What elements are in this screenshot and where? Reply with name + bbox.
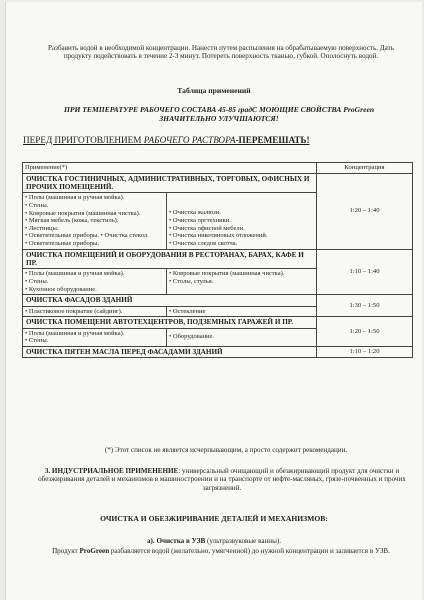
section-items-right: [167, 269, 317, 295]
industrial-heading: 3. ИНДУСТРИАЛЬНОЕ ПРИМЕНЕНИЕ: [44, 467, 179, 475]
intro-paragraph: Разбавить водой в необходимой концентрации. Нанести путем распыления на обрабатываемую поверхность. Дать продукту подействовать в течение 2-3 минут. Потереть поверхность тканью, губкой. Ополоснуть водой.: [48, 44, 394, 61]
list-item: • Пластиковое покрытие (сайдинг).: [25, 307, 123, 315]
list-item: • Стены.: [25, 202, 49, 209]
header-application: Применение(*): [23, 163, 317, 174]
section-concentration: 1:20 – 1:50: [317, 317, 413, 347]
list-item: • Осветительные приборы. • Очистка стекол.: [25, 232, 149, 240]
list-item: • Осветительные приборы.: [25, 239, 100, 247]
ultrasonic-heading-bold: а). Очистка в УЗВ: [147, 537, 206, 545]
list-item: • Очистка никотиновых отложений.: [169, 232, 268, 240]
section-row: [23, 317, 413, 328]
section-title: ОЧИСТКА ПЯТЕН МАСЛА ПЕРЕД ФАСАДАМИ ЗДАНИЙ: [23, 346, 317, 357]
ultrasonic-heading-rest: (ультразвуковые ванны).: [205, 537, 281, 545]
list-item: • Оборудование.: [169, 333, 215, 341]
document-page: [6, 2, 422, 600]
list-item: • Остекление: [169, 307, 206, 315]
section-items-left: [23, 328, 167, 346]
section-items-left: [23, 269, 167, 295]
list-item: • Очистка офисной мебели.: [169, 224, 245, 232]
section-concentration: 1:10 – 1:20: [317, 346, 413, 357]
section-concentration: 1:30 – 1:50: [317, 295, 413, 317]
mix-notice-part-1: ПЕРЕД ПРИГОТОВЛЕНИЕМ: [23, 135, 144, 145]
section-row: [23, 173, 413, 193]
section-row: [23, 346, 413, 357]
list-item: • Стены.: [25, 277, 49, 285]
list-item: • Мягкая мебель (кожа, текстиль).: [25, 217, 119, 225]
table-footnote: (*) Этот список не является исчерпывающим, а просто содержит рекомендации.: [104, 446, 348, 454]
header-concentration: Концентрация: [317, 163, 413, 174]
section-row: [23, 249, 413, 269]
list-item: • Полы (машинная и ручная мойка).: [25, 194, 125, 202]
list-item: • Кухонное оборудование.: [25, 285, 97, 293]
list-item: • Полы (машинная и ручная мойка).: [25, 329, 125, 337]
table-header-row: [23, 163, 413, 174]
mix-notice-part-3: -ПЕРЕМЕШАТЬ!: [235, 135, 310, 145]
mix-before-use-notice: [23, 135, 310, 145]
cleaning-section-title: ОЧИСТКА И ОБЕЗЖИРИВАНИЕ ДЕТАЛЕЙ И МЕХАНИЗМОВ:: [100, 514, 328, 523]
list-item: • Очистка жалюзи.: [169, 209, 221, 217]
section-items-left: [23, 306, 167, 317]
section-items-right: [167, 306, 317, 317]
section-title: ОЧИСТКА ГОСТИНИЧНЫХ, АДМИНИСТРАТИВНЫХ, ТОРГОВЫХ, ОФИСНЫХ И ПРОЧИХ ПОМЕЩЕНИЙ.: [23, 173, 317, 193]
section-title: ОЧИСТКА ПОМЕЩЕНИ АВТОТЕХЦЕНТРОВ, ПОДЗЕМНЫХ ГАРАЖЕЙ И ПР.: [23, 317, 317, 328]
list-item: • Очистка оргтехники.: [169, 217, 231, 224]
industrial-text: : универсальный очищающий и обезжиривающий продукт для очистки и обезжиривания деталей и механизмов в машиностроении и на транспорте от нефте-масляных, грязе-почвенных и прочих загрязнений.: [38, 467, 406, 492]
product-paragraph: [46, 547, 396, 555]
section-title: ОЧИСТКА ПОМЕЩЕНИЙ И ОБОРУДОВАНИЯ В РЕСТОРАНАХ, БАРАХ, КАФЕ И ПР.: [23, 249, 317, 269]
list-item: • Столы, стулья.: [169, 277, 214, 285]
list-item: • Ковровые покрытия (машинная чистка).: [25, 209, 141, 217]
applications-table: [22, 162, 413, 358]
list-item: • Полы (машинная и ручная мойка).: [25, 270, 125, 278]
section-concentration: 1:10 – 1:40: [317, 249, 413, 295]
section-concentration: 1:20 – 1:40: [317, 173, 413, 249]
applications-table-title: Таблица применений: [177, 86, 251, 95]
mix-notice-part-2: РАБОЧЕГО РАСТВОРА: [143, 135, 236, 145]
list-item: • Ковровые покрытия (машинная чистка).: [169, 270, 285, 278]
temperature-notice: ПРИ ТЕМПЕРАТУРЕ РАБОЧЕГО СОСТАВА 45-85 градС МОЮЩИЕ СВОЙСТВА ProGreen ЗНАЧИТЕЛЬНО УЛУЧШАЮТСЯ!: [63, 105, 375, 123]
section-items-left: [23, 193, 167, 249]
product-brand: ProGreen: [79, 547, 110, 555]
section-title: ОЧИСТКА ФАСАДОВ ЗДАНИЙ: [23, 295, 317, 306]
list-item: • Лестницы.: [25, 224, 59, 232]
ultrasonic-heading: [6, 537, 422, 545]
industrial-application-paragraph: [28, 467, 416, 492]
product-pre: Продукт: [52, 547, 80, 555]
section-row: [23, 295, 413, 306]
list-item: • Очистка следов скотча.: [169, 239, 238, 247]
section-items-right: [167, 193, 317, 249]
product-post: разбавляется водой (желательно, умягченной) до нужной концентрации и заливается в УЗВ.: [109, 547, 390, 555]
list-item: • Стены.: [25, 337, 49, 345]
section-items-right: [167, 328, 317, 346]
